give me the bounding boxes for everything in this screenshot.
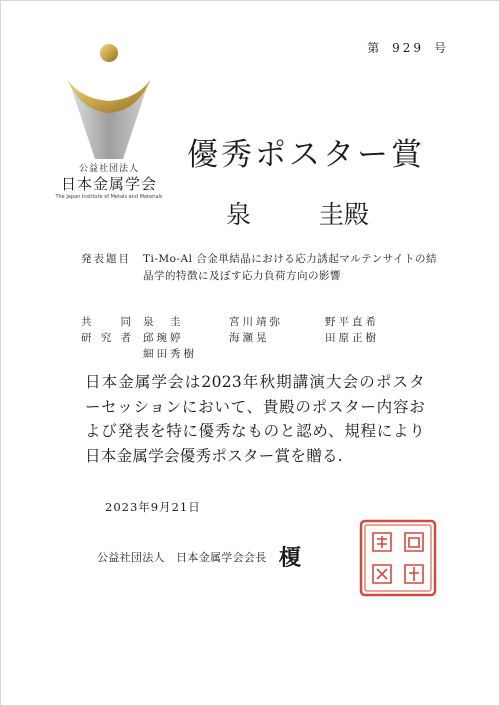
award-title: 優秀ポスター賞 — [187, 137, 425, 173]
president-title: 公益社団法人 日本金属学会会長 — [97, 551, 267, 564]
coauthor-name: 海瀬晃 — [229, 332, 270, 344]
award-citation: 日本金属学会は2023年秋期講演大会のポスターセッションにおいて、貴殿のポスター内容および発表を特に優秀なものと認め、規程により日本金属学会優秀ポスター賞を贈る. — [85, 373, 425, 465]
recipient-surname: 泉 — [226, 200, 252, 229]
recipient-given-honorific: 圭殿 — [319, 200, 370, 229]
coauthor-name: 細田秀樹 — [143, 348, 197, 360]
coauthor-name: 宮川靖弥 — [229, 316, 283, 328]
jim-logo — [39, 41, 179, 219]
logo-org-name-en: The Japan Institute of Metals and Materials — [55, 194, 163, 200]
official-seal-icon — [359, 519, 437, 597]
coauthor-name: 邱琬婷 — [143, 332, 184, 344]
presentation-title: Ti-Mo-Al 合金単結晶における応力誘起マルテンサイトの結晶学的特徴に及ぼす応力負荷方向の影響 — [143, 253, 438, 282]
coauthors-label-1: 共同 — [81, 316, 131, 328]
recipient-name — [226, 195, 369, 231]
coauthor-name: 野平直希 — [325, 316, 379, 328]
logo-emblem-icon — [61, 41, 157, 165]
number-suffix: 号 — [433, 41, 449, 55]
logo-org-name: 日本金属学会 — [60, 175, 157, 193]
certificate-number — [357, 39, 449, 56]
number-value: 929 — [392, 41, 424, 55]
award-date: 2023年9月21日 — [105, 500, 201, 514]
coauthors-label-2: 研究者 — [81, 332, 131, 344]
presentation-label: 発表題目 — [81, 253, 131, 265]
number-label: 第 — [367, 41, 383, 55]
coauthor-name: 田原正樹 — [325, 332, 379, 344]
president-signature: 榎 — [279, 545, 302, 571]
coauthor-name: 泉 圭 — [143, 316, 184, 328]
logo-org-type: 公益社団法人 — [78, 164, 139, 174]
